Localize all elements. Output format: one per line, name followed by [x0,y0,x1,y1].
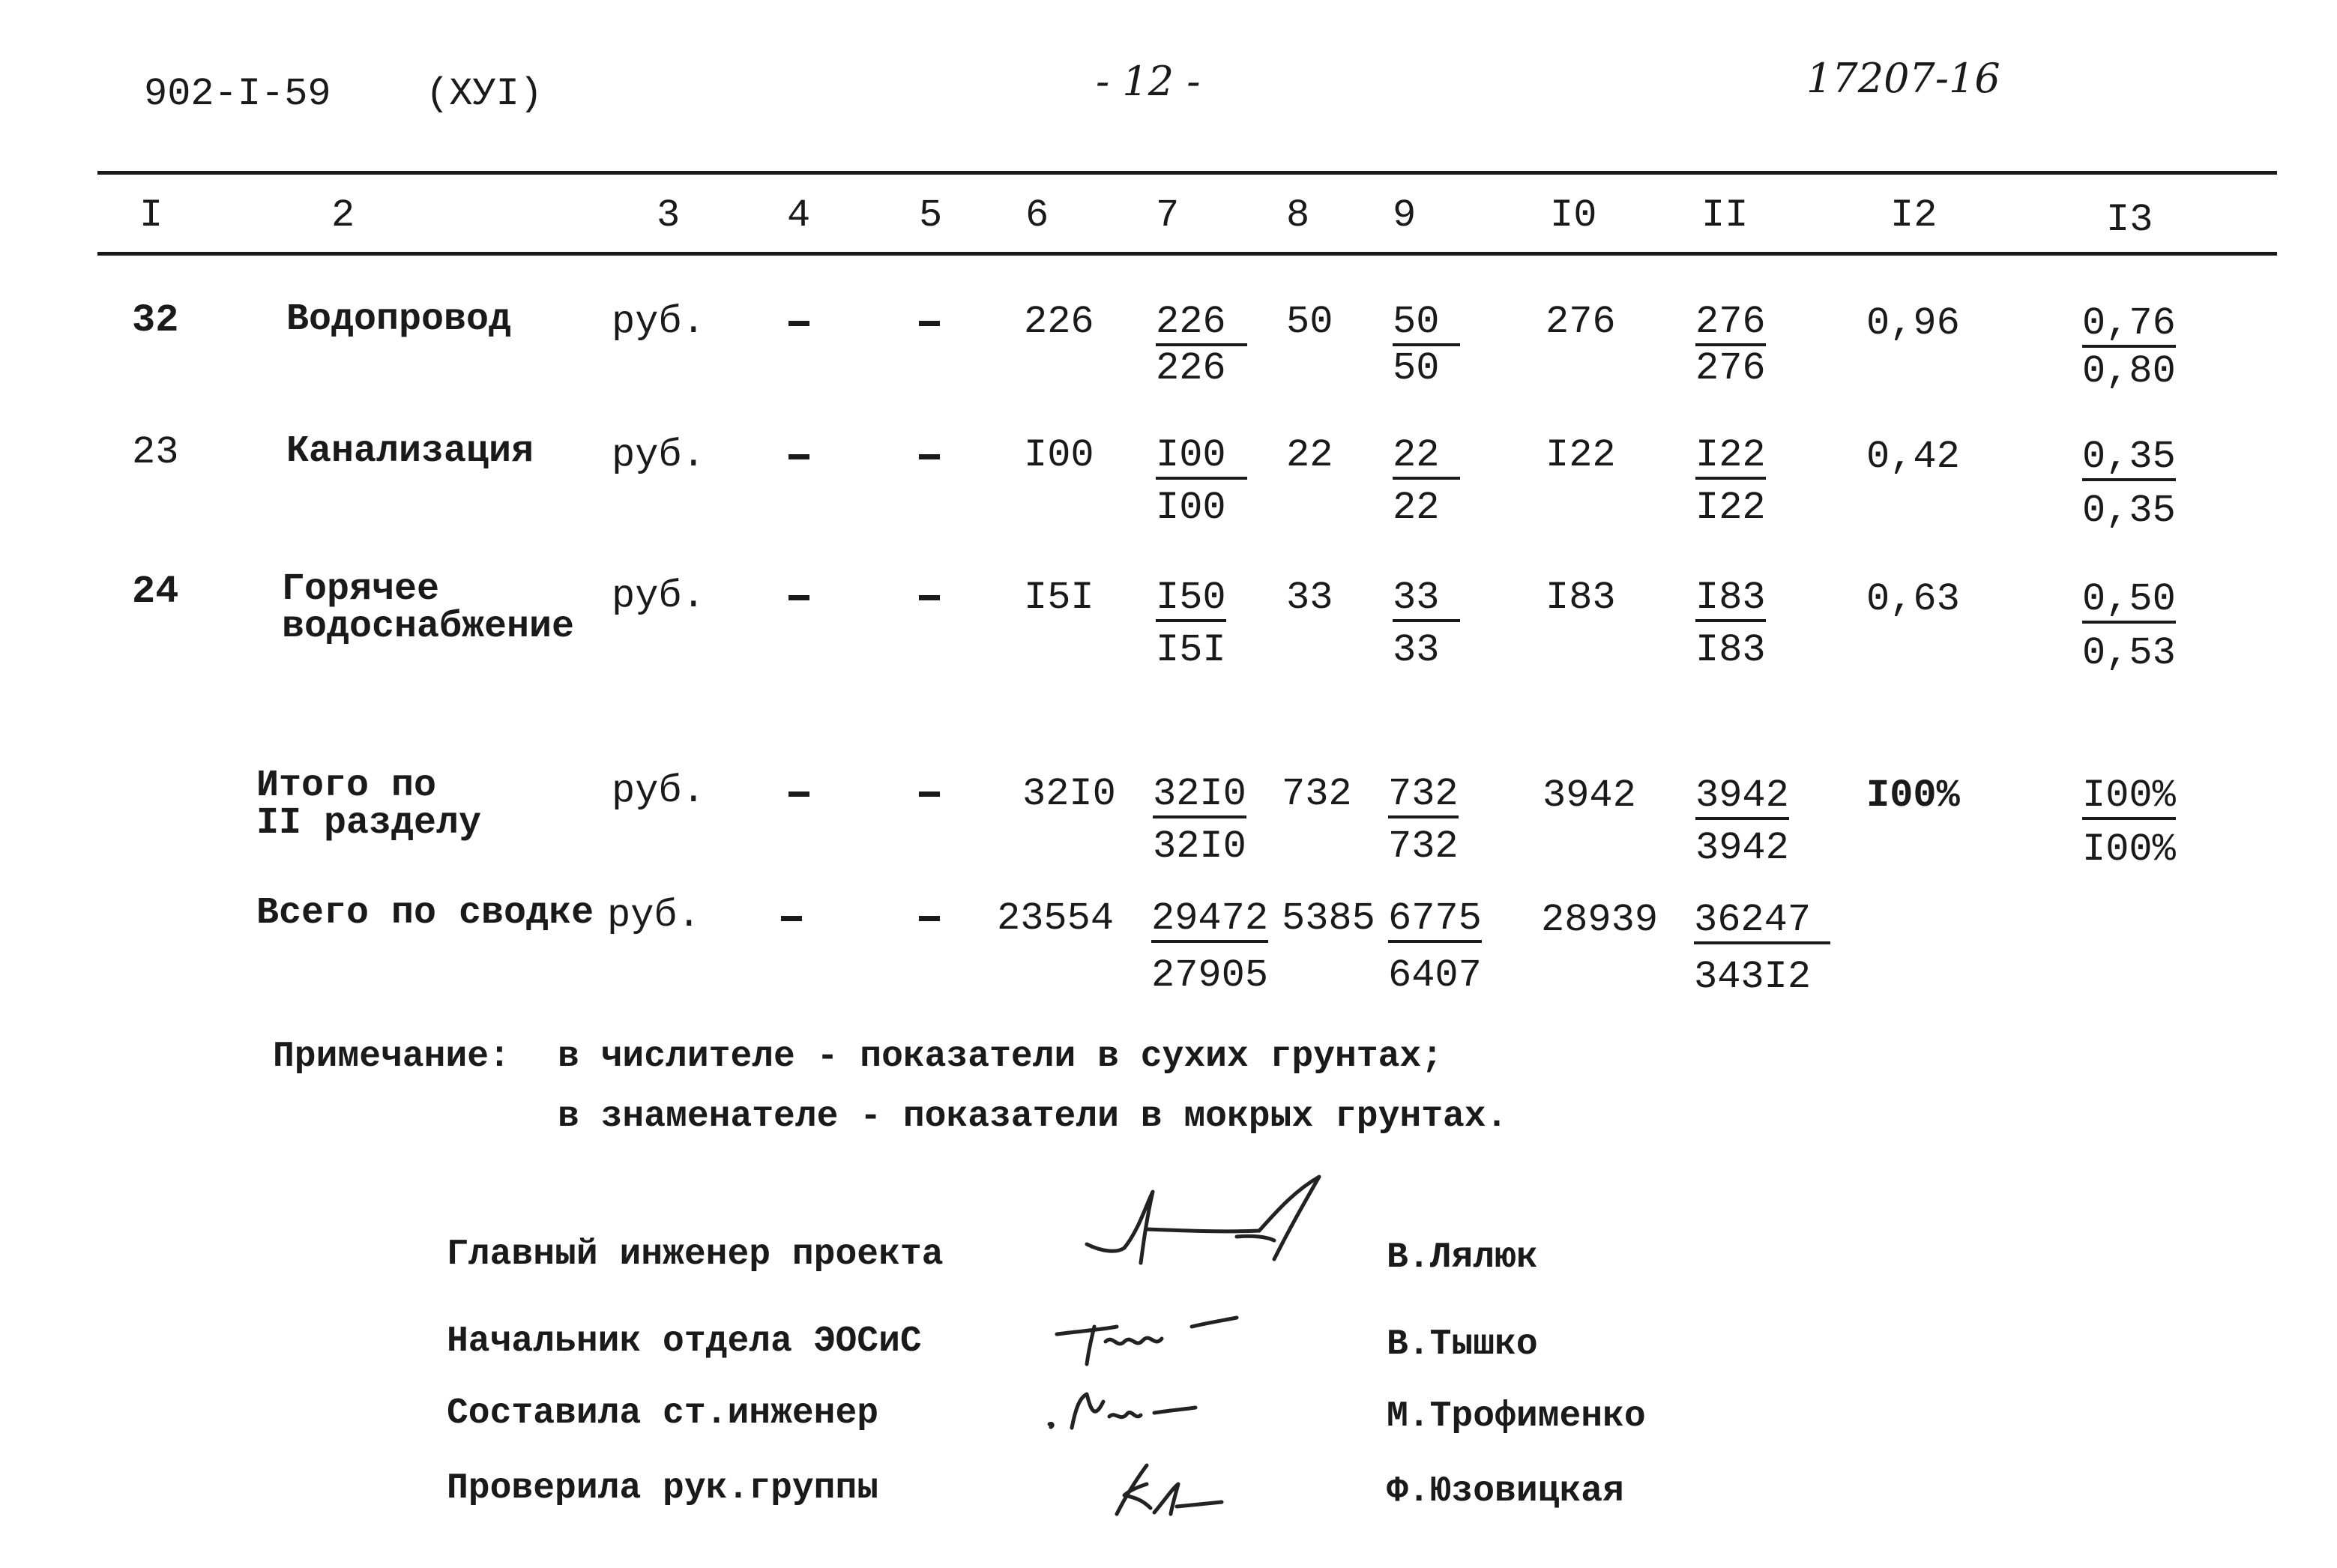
cell-col12: 0,96 [1866,301,1960,346]
cell-col12: 0,42 [1866,435,1960,479]
page-number: - 12 - [1096,58,1201,105]
numerator: 0,76 [2082,304,2176,348]
numerator: 22 [1393,436,1460,480]
numerator: I22 [1695,436,1766,480]
column-header: 8 [1286,193,1310,238]
cell-col7-denominator: I00 [1156,486,1226,530]
note-label: Примечание: [273,1037,510,1077]
dash-col4 [781,916,802,921]
volume-number: (XУI) [426,72,543,116]
cell-col11-numerator [1694,898,1830,944]
cell-col8: 5385 [1282,896,1375,941]
row-name-line: Итого по [256,765,437,807]
numerator: I00 [1156,436,1247,480]
cell-col11-denominator: I22 [1695,486,1766,530]
numerator: I83 [1695,579,1766,622]
row-number: 24 [132,570,179,614]
cell-col9-denominator: 50 [1393,346,1440,391]
cell-col13-numerator [2082,301,2176,348]
note-line-1: в числителе - показатели в сухих грунтах; [558,1037,1443,1077]
dash-col5 [919,595,940,600]
row-number: 32 [132,298,179,343]
cell-col11-denominator: 276 [1695,346,1766,391]
cell-col7-numerator [1153,772,1246,818]
cell-col10: I83 [1546,576,1616,620]
numerator: 36247 [1694,901,1830,944]
cell-col7-numerator [1156,300,1247,346]
column-header: 5 [919,193,943,238]
cell-col6: I5I [1024,576,1094,620]
dash-col4 [788,321,809,326]
cell-col11-denominator: 343I2 [1694,955,1812,999]
row-name [282,568,575,648]
cell-col11-denominator: 3942 [1695,826,1789,870]
cell-col9-numerator [1393,300,1460,346]
cell-col7-denominator: 32I0 [1153,824,1246,869]
numerator: 732 [1388,775,1459,818]
column-header: 4 [787,193,811,238]
cell-col10: 28939 [1541,898,1659,942]
cell-col12: I00% [1866,774,1960,818]
cell-col9-numerator [1388,896,1482,943]
cell-col7-denominator: 27905 [1151,953,1269,998]
cell-col9-numerator [1393,433,1460,480]
archive-number: 17207-16 [1806,55,2000,102]
cell-col8: 50 [1286,300,1333,344]
handwritten-signature [1094,1454,1229,1522]
row-unit: руб. [612,433,705,477]
handwritten-signature [1034,1379,1207,1447]
row-name-line: водоснабжение [282,606,575,648]
numerator: 226 [1156,303,1247,346]
column-header: 6 [1025,193,1049,238]
cell-col13-denominator: I00% [2082,827,2176,872]
row-name [256,765,482,845]
cell-col13-denominator: 0,80 [2082,349,2176,393]
cell-col6: 226 [1024,300,1094,344]
numerator: 50 [1393,303,1460,346]
signatory-name: В.Лялюк [1387,1237,1538,1278]
cell-col7-numerator [1151,896,1269,943]
cell-col9-numerator [1388,772,1459,818]
row-unit: руб. [612,300,705,344]
signatory-name: В.Тышко [1387,1324,1538,1365]
cell-col13-numerator [2082,435,2176,481]
cell-col9-denominator: 732 [1388,824,1459,869]
numerator: 276 [1695,303,1766,346]
cell-col6: 32I0 [1022,772,1116,816]
column-header: 9 [1393,193,1417,238]
cell-col13-denominator: 0,53 [2082,631,2176,675]
cell-col7-denominator: 226 [1156,346,1226,391]
dash-col5 [919,321,940,326]
row-name: Водопровод [286,298,512,341]
dash-col4 [788,595,809,600]
column-header: 3 [657,193,681,238]
column-header: I [139,193,163,238]
row-unit: руб. [612,769,705,813]
cell-col13-numerator [2082,774,2176,820]
cell-col11-denominator: I83 [1695,628,1766,672]
numerator: I50 [1156,579,1226,622]
column-header: II [1701,193,1749,238]
cell-col12: 0,63 [1866,577,1960,621]
signatory-role: Главный инженер проекта [447,1234,944,1275]
signatory-name: Ф.Юзовицкая [1387,1471,1624,1512]
dash-col5 [919,916,940,921]
row-name: Канализация [286,430,534,473]
cell-col9-denominator: 6407 [1388,953,1482,998]
dash-col4 [788,791,809,797]
cell-col11-numerator [1695,576,1766,622]
signatory-role: Проверила рук.группы [447,1468,879,1509]
cell-col6: I00 [1024,433,1094,477]
numerator: 3942 [1695,777,1789,820]
cell-col13-numerator [2082,577,2176,624]
column-header: 7 [1156,193,1180,238]
cell-col8: 22 [1286,433,1333,477]
numerator: 32I0 [1153,775,1246,818]
numerator: 6775 [1388,899,1482,943]
column-header: I3 [2106,198,2153,242]
numerator: I00% [2082,777,2176,820]
cell-col11-numerator [1695,433,1766,480]
cell-col6: 23554 [997,896,1115,941]
cell-col8: 732 [1282,772,1352,816]
cell-col11-numerator [1695,300,1766,346]
cell-col10: 276 [1546,300,1616,344]
numerator: 0,50 [2082,580,2176,624]
column-header: 2 [331,193,355,238]
cell-col7-numerator [1156,576,1226,622]
dash-col5 [919,454,940,459]
document-code: 902-I-59 [144,72,331,116]
row-unit: руб. [607,893,701,938]
cell-col9-denominator: 22 [1393,486,1440,530]
cell-col9-denominator: 33 [1393,628,1440,672]
dash-col4 [788,454,809,459]
cell-col7-denominator: I5I [1156,628,1226,672]
dash-col5 [919,791,940,797]
column-header: I2 [1890,193,1938,238]
signatory-role: Составила ст.инженер [447,1393,879,1434]
table-header-rule [97,252,2277,256]
row-number: 23 [132,430,179,474]
signatory-role: Начальник отдела ЭОСиС [447,1321,922,1362]
numerator: 29472 [1151,899,1268,943]
cell-col10: I22 [1546,433,1616,477]
numerator: 33 [1393,579,1460,622]
row-name-line: II разделу [256,802,482,845]
handwritten-signature [1072,1169,1342,1282]
signatory-name: М.Трофименко [1387,1396,1646,1437]
cell-col7-numerator [1156,433,1247,480]
cell-col10: 3942 [1543,774,1636,818]
row-name-line: Горячее [282,568,440,611]
table-top-rule [97,171,2277,175]
handwritten-signature [1049,1304,1244,1372]
column-header: I0 [1550,193,1597,238]
note-line-2: в знаменателе - показатели в мокрых грунтах. [558,1097,1508,1137]
cell-col9-numerator [1393,576,1460,622]
row-unit: руб. [612,574,705,618]
row-name: Всего по сводке [256,892,594,935]
cell-col13-denominator: 0,35 [2082,489,2176,533]
numerator: 0,35 [2082,438,2176,481]
cell-col8: 33 [1286,576,1333,620]
cell-col11-numerator [1695,774,1789,820]
